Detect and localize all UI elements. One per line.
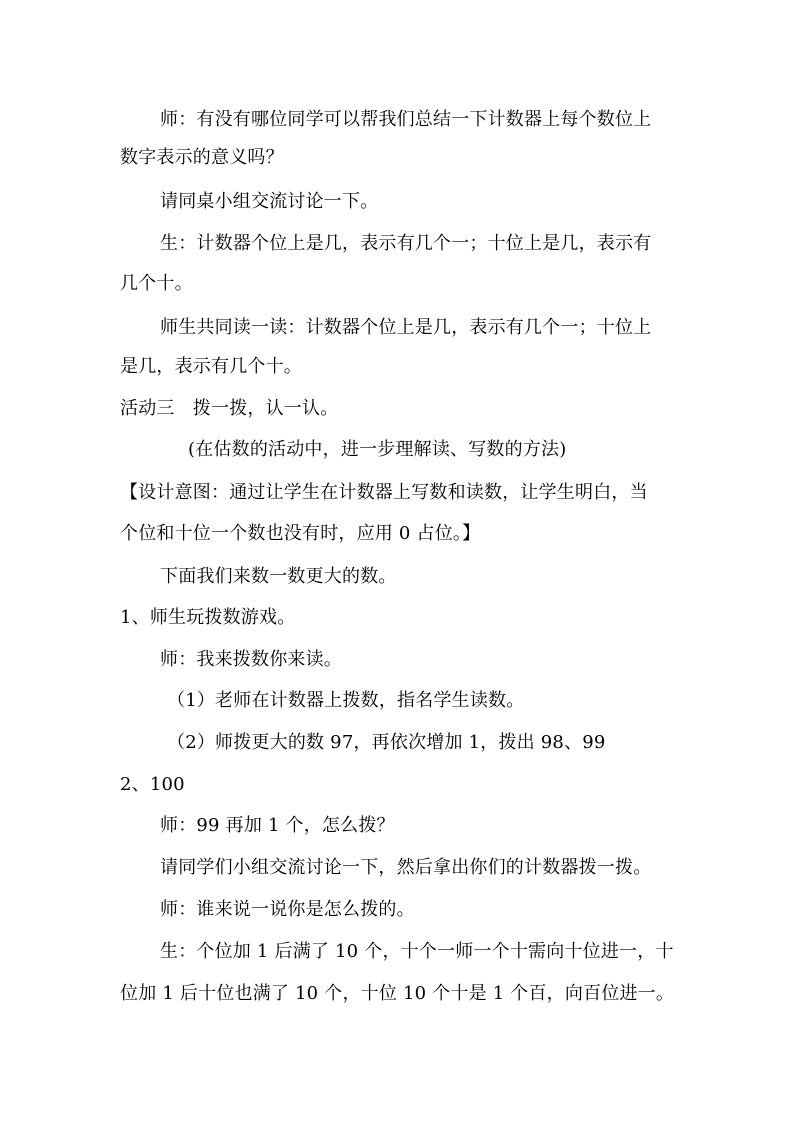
list-item: 1、师生玩拨数游戏。 [120,607,296,628]
paragraph-line: 几个十。 [120,273,193,294]
sub-list-item: （2）师拨更大的数 97，再依次增加 1，拨出 98、99 [167,732,606,753]
paragraph-note: (在估数的活动中，进一步理解读、写数的方法) [188,439,567,460]
paragraph-line: 请同桌小组交流讨论一下。 [160,191,379,212]
paragraph-line: 师：谁来说一说你是怎么拨的。 [160,899,415,920]
paragraph-line: 师生共同读一读：计数器个位上是几，表示有几个一；十位上 [160,317,652,338]
paragraph-line: 师：99 再加 1 个，怎么拨？ [160,815,395,836]
paragraph-line: 2、100 [120,774,185,795]
design-intent-line: 个位和十位一个数也没有时，应用 0 占位。】 [120,523,481,544]
paragraph-line: 数字表示的意义吗？ [120,147,284,168]
sub-list-item: （1）老师在计数器上拨数，指名学生读数。 [167,690,525,711]
section-heading: 活动三 拨一拨，认一认。 [120,398,339,419]
paragraph-line: 下面我们来数一数更大的数。 [160,566,397,587]
paragraph-line: 师：我来拨数你来读。 [160,649,342,670]
paragraph-line: 请同学们小组交流讨论一下，然后拿出你们的计数器拨一拨。 [160,857,652,878]
paragraph-line: 是几，表示有几个十。 [120,356,302,377]
paragraph-line: 位加 1 后十位也满了 10 个，十位 10 个十是 1 个百，向百位进一。 [120,983,675,1004]
design-intent-line: 【设计意图：通过让学生在计数器上写数和读数，让学生明白，当 [120,482,648,503]
paragraph-line: 师：有没有哪位同学可以帮我们总结一下计数器上每个数位上 [160,109,652,130]
paragraph-line: 生：个位加 1 后满了 10 个，十个一师一个十需向十位进一，十 [160,941,674,962]
paragraph-line: 生：计数器个位上是几，表示有几个一；十位上是几，表示有 [160,233,652,254]
